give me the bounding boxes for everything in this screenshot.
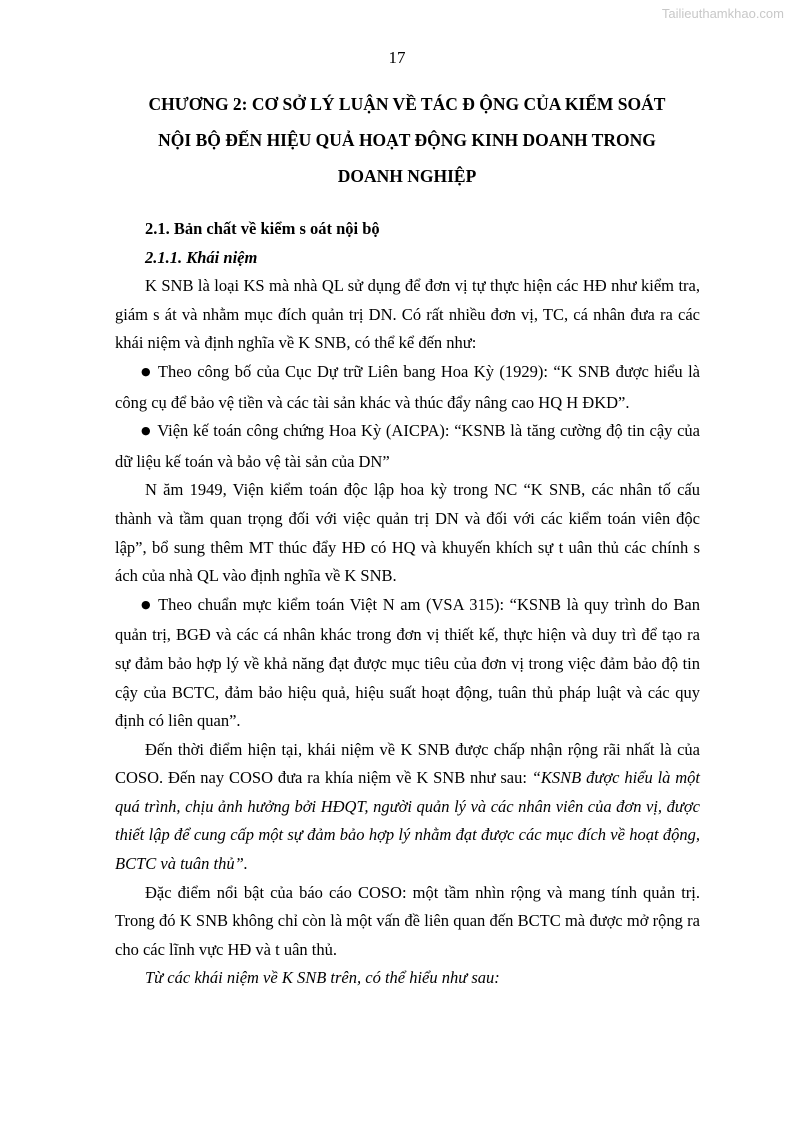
paragraph-4: Đặc điểm nổi bật của báo cáo COSO: một tầm nhìn rộng và mang tính quản trị. Trong đó K SNB không chỉ còn là một vấn đề liên quan đến BCTC mà được mở rộng ra cho các lĩnh vực HĐ và t uân thủ. [115,882,700,959]
chapter-title-line-1: CHƯƠNG 2: CƠ SỞ LÝ LUẬN VỀ TÁC Đ ỘNG CỦA KIỂM SOÁT [148,94,666,114]
chapter-title-line-2: NỘI BỘ ĐẾN HIỆU QUẢ HOẠT ĐỘNG KINH DOANH TRONG [158,130,656,150]
watermark: Tailieuthamkhao.com [661,6,784,21]
section-heading: 2.1. Bản chất về kiểm s oát nội bộ [145,219,380,238]
bullet-item-3 [115,591,700,736]
bullet-item-2 [115,417,700,476]
paragraph-3-text: Đến thời điểm hiện tại, khái niệm về K SNB được chấp nhận rộng rãi nhất là của COSO. Đến nay COSO đưa ra khía niệm về K SNB như sau: [115,739,700,788]
subsection-heading: 2.1.1. Khái niệm [145,247,258,267]
bullet-text-2: Viện kế toán công chứng Hoa Kỳ (AICPA): “KSNB là tăng cường độ tin cậy của dữ liệu kế toán và bảo vệ tài sản của DN” [115,421,700,471]
bullet-text-3: Theo chuẩn mực kiểm toán Việt N am (VSA 315): “KSNB là quy trình do Ban quản trị, BGĐ và các cá nhân khác trong đơn vị thiết kế, thực hiện và duy trì để tạo ra sự đảm bảo hợp lý về khả năng đạt được mục tiêu của đơn vị trong việc đảm bảo độ tin cậy của BCTC, đảm bảo hiệu quả, hiệu suất hoạt động, tuân thủ pháp luật và các quy định có liên quan”. [115,594,700,731]
bullet-icon: ● [141,364,152,378]
chapter-title-line-3: DOANH NGHIỆP [337,166,477,186]
page-number: 17 [388,48,406,67]
paragraph-3 [115,736,700,879]
chapter-title [120,86,694,194]
bullet-text-1: Theo công bố của Cục Dự trữ Liên bang Hoa Kỳ (1929): “K SNB được hiểu là công cụ để bảo vệ tiền và các tài sản khác và thúc đẩy nâng cao HQ H ĐKD”. [115,361,700,412]
paragraph-1: K SNB là loại KS mà nhà QL sử dụng để đơn vị tự thực hiện các HĐ như kiểm tra, giám s át và nhằm mục đích quản trị DN. Có rất nhiều đơn vị, TC, cá nhân đưa ra các khái niệm và định nghĩa về K SNB, có thể kể đến như: [115,276,700,353]
bullet-icon: ● [141,424,152,438]
document-body [115,215,700,993]
coso-definition-quote: “KSNB được hiểu là một quá trình, chịu ảnh hưởng bởi HĐQT, người quản lý và các nhân viên của đơn vị, được thiết lập để cung cấp một sự đảm bảo hợp lý nhằm đạt được các mục đích về hoạt động, BCTC và tuân thủ”. [115,768,701,874]
paragraph-5: Từ các khái niệm về K SNB trên, có thể hiểu như sau: [145,968,500,988]
bullet-icon: ● [141,597,153,611]
paragraph-2: N ăm 1949, Viện kiểm toán độc lập hoa kỳ trong NC “K SNB, các nhân tố cấu thành và tầm quan trọng đối với việc quản trị DN và đối với các kiểm toán viên độc lập”, bổ sung thêm MT thúc đẩy HĐ có HQ và khuyến khích sự t uân thủ các chính s ách của nhà QL vào định nghĩa về K SNB. [115,480,700,586]
bullet-item-1 [115,358,700,417]
